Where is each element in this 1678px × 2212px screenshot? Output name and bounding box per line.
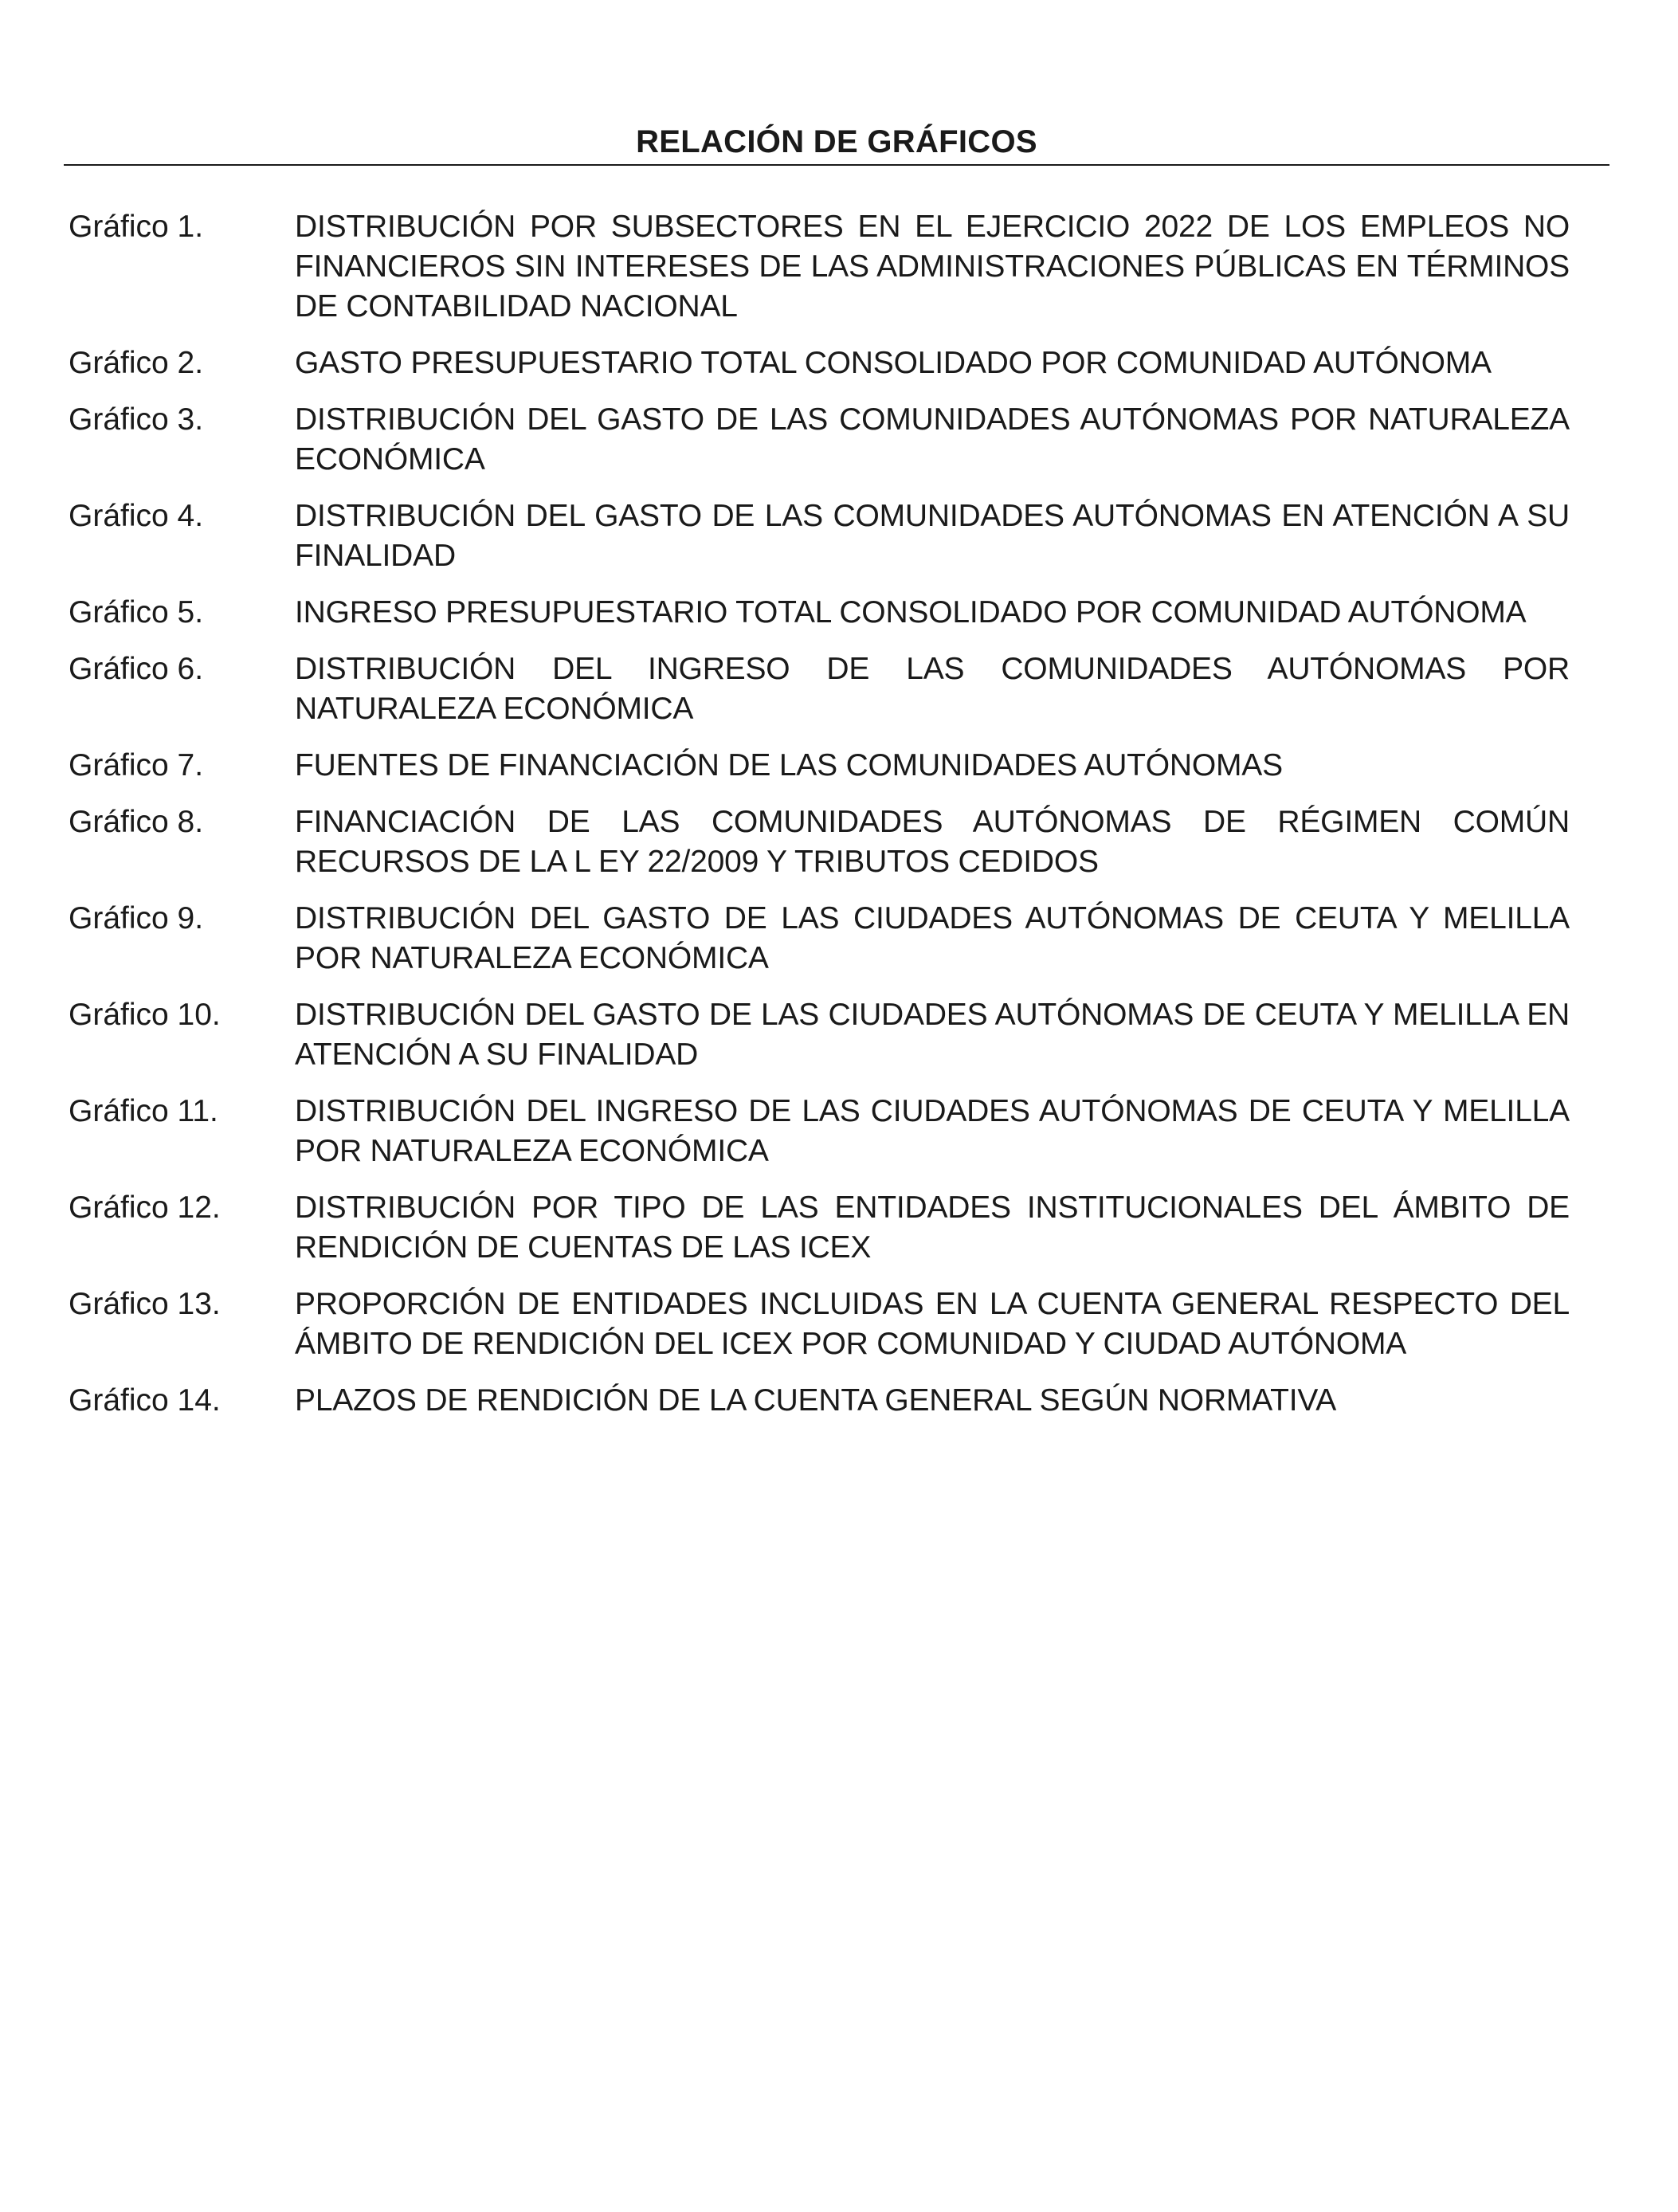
list-item	[69, 746, 1503, 786]
chart-index-list	[69, 207, 1570, 1437]
item-label: Gráfico 1.	[69, 210, 204, 244]
item-title: PROPORCIÓN DE ENTIDADES INCLUIDAS EN LA CUENTA GENERAL RESPECTO DEL ÁMBITO DE RENDICIÓN DEL ICEX POR COMUNIDAD Y CIUDAD AUTÓNOMA	[295, 1287, 1570, 1361]
title-divider	[64, 164, 1609, 166]
list-item	[69, 593, 1527, 633]
list-item	[69, 802, 1570, 882]
item-label: Gráfico 7.	[69, 748, 204, 782]
item-title: DISTRIBUCIÓN POR SUBSECTORES EN EL EJERCICIO 2022 DE LOS EMPLEOS NO FINANCIEROS SIN INTERESES DE LAS ADMINISTRACIONES PÚBLICAS EN TÉRMINOS DE CONTABILIDAD NACIONAL	[295, 210, 1570, 324]
item-label: Gráfico 3.	[69, 402, 204, 437]
item-label: Gráfico 10.	[69, 998, 221, 1032]
item-label: Gráfico 12.	[69, 1190, 221, 1225]
item-title: DISTRIBUCIÓN DEL GASTO DE LAS CIUDADES AUTÓNOMAS DE CEUTA Y MELILLA EN ATENCIÓN A SU FINALIDAD	[295, 998, 1570, 1072]
item-title: DISTRIBUCIÓN POR TIPO DE LAS ENTIDADES INSTITUCIONALES DEL ÁMBITO DE RENDICIÓN DE CUENTAS DE LAS ICEX	[295, 1190, 1570, 1265]
item-label: Gráfico 4.	[69, 499, 204, 533]
list-item	[69, 899, 1570, 979]
item-label: Gráfico 5.	[69, 595, 204, 629]
item-label: Gráfico 13.	[69, 1287, 221, 1321]
item-title: GASTO PRESUPUESTARIO TOTAL CONSOLIDADO POR COMUNIDAD AUTÓNOMA	[295, 346, 1492, 380]
item-label: Gráfico 6.	[69, 652, 204, 686]
item-title: INGRESO PRESUPUESTARIO TOTAL CONSOLIDADO POR COMUNIDAD AUTÓNOMA	[295, 595, 1527, 629]
item-title: FINANCIACIÓN DE LAS COMUNIDADES AUTÓNOMAS DE RÉGIMEN COMÚN RECURSOS DE LA L EY 22/2009 Y TRIBUTOS CEDIDOS	[295, 805, 1570, 879]
list-item	[69, 496, 1570, 576]
item-label: Gráfico 9.	[69, 901, 204, 935]
item-title: DISTRIBUCIÓN DEL GASTO DE LAS COMUNIDADES AUTÓNOMAS EN ATENCIÓN A SU FINALIDAD	[295, 499, 1570, 573]
list-item	[69, 400, 1570, 480]
item-title: PLAZOS DE RENDICIÓN DE LA CUENTA GENERAL SEGÚN NORMATIVA	[295, 1383, 1337, 1418]
item-title: DISTRIBUCIÓN DEL GASTO DE LAS CIUDADES AUTÓNOMAS DE CEUTA Y MELILLA POR NATURALEZA ECONÓMICA	[295, 901, 1570, 975]
item-label: Gráfico 11.	[69, 1094, 218, 1128]
item-label: Gráfico 14.	[69, 1383, 221, 1418]
list-item	[69, 1284, 1570, 1364]
item-title: FUENTES DE FINANCIACIÓN DE LAS COMUNIDADES AUTÓNOMAS	[295, 748, 1283, 782]
item-title: DISTRIBUCIÓN DEL GASTO DE LAS COMUNIDADES AUTÓNOMAS POR NATURALEZA ECONÓMICA	[295, 402, 1570, 477]
list-item	[69, 649, 1570, 729]
item-title: DISTRIBUCIÓN DEL INGRESO DE LAS CIUDADES AUTÓNOMAS DE CEUTA Y MELILLA POR NATURALEZA ECONÓMICA	[295, 1094, 1570, 1168]
list-item	[69, 207, 1570, 327]
page-title: RELACIÓN DE GRÁFICOS	[636, 124, 1037, 159]
item-label: Gráfico 2.	[69, 346, 204, 380]
item-title: DISTRIBUCIÓN DEL INGRESO DE LAS COMUNIDADES AUTÓNOMAS POR NATURALEZA ECONÓMICA	[295, 652, 1570, 726]
list-item	[69, 343, 1503, 383]
list-item	[69, 1381, 1503, 1421]
item-label: Gráfico 8.	[69, 805, 204, 839]
list-item	[69, 995, 1570, 1075]
list-item	[69, 1092, 1570, 1171]
list-item	[69, 1188, 1570, 1268]
